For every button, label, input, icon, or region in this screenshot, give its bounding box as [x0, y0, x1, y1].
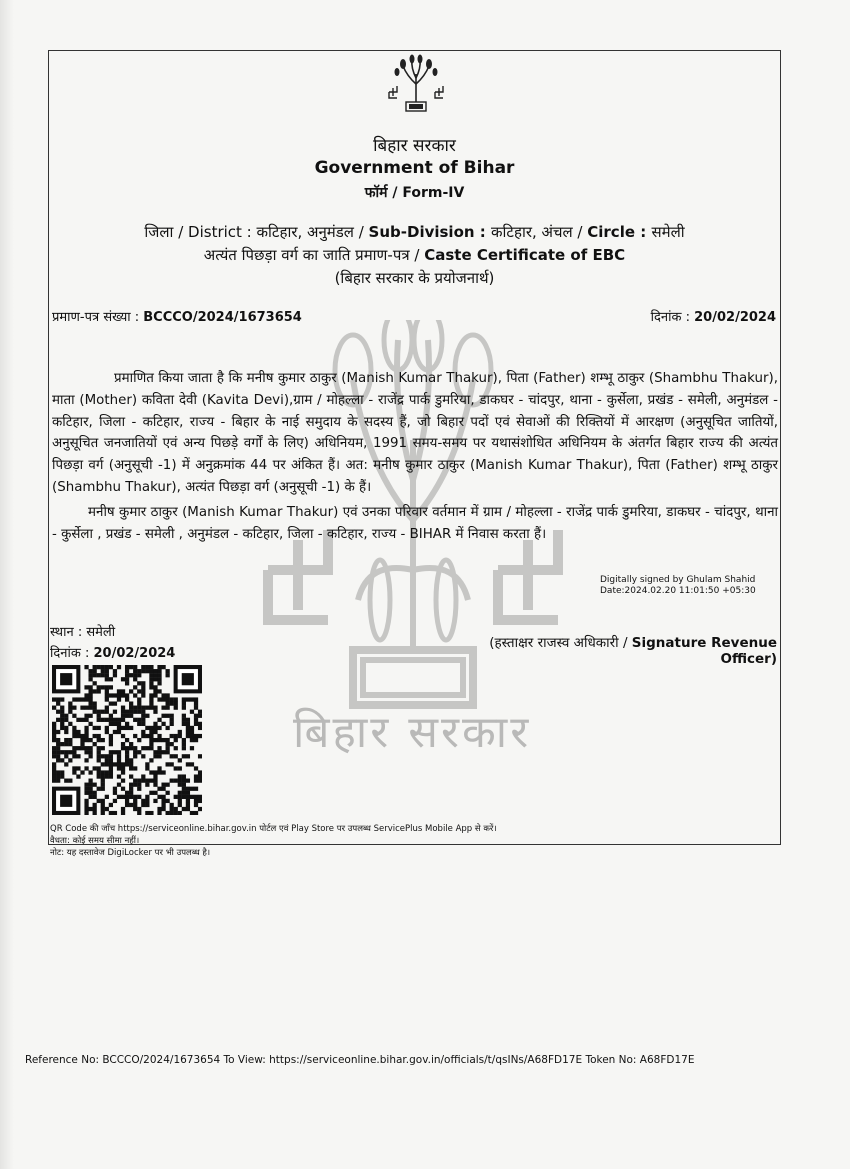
- district-value: कटिहार, अनुमंडल /: [256, 223, 369, 241]
- watermark-text: बिहार सरकार: [293, 707, 532, 758]
- issue-date-value: 20/02/2024: [694, 310, 776, 325]
- circle-label: Circle :: [587, 223, 652, 241]
- signature-officer-hindi: (हस्ताक्षर राजस्व अधिकारी /: [489, 635, 632, 651]
- certificate-number-value: BCCCO/2024/1673654: [143, 310, 302, 325]
- validity-note: वैधता: कोई समय सीमा नहीं।: [50, 836, 140, 846]
- certificate-number-label: प्रमाण-पत्र संख्या :: [52, 310, 144, 325]
- certificate-title: [48, 245, 781, 265]
- place-date-value: 20/02/2024: [93, 646, 176, 661]
- place-date: [50, 643, 175, 661]
- govt-hindi: बिहार सरकार: [373, 136, 456, 156]
- certificate-title-english: Caste Certificate of EBC: [424, 246, 626, 264]
- issue-date: [620, 307, 776, 325]
- certificate-body-para1: प्रमाणित किया जाता है कि मनीष कुमार ठाकुर (Manish Kumar Thakur), पिता (Father) शम्भू ठाकुर (Shambhu Thakur), माता (Mother) कविता देवी (Kavita Devi),ग्राम / मोहल्ला - राजेंद्र पार्क डुमरिया, डाकघर - चांदपुर, थाना - कुर्सेला, प्रखंड - समेली, अनुमंडल - कटिहार, जिला - कटिहार, राज्य - बिहार के नाई समुदाय के सदस्य हैं, जो बिहार पदों एवं सेवाओं की रिक्तियों में आरक्षण (अनुसूचित जातियों, अनुसूचित जनजातियों एवं अन्य पिछड़े वर्गों के लिए) अधिनियम, 1991 समय-समय पर यथासंशोधित अधिनियम के अंतर्गत बिहार राज्य की अत्यंत पिछड़ा वर्ग (अनुसूची -1) में अनुक्रमांक 44 पर अंकित हैं। अत: मनीष कुमार ठाकुर (Manish Kumar Thakur), पिता (Father) शम्भू ठाकुर (Shambhu Thakur), अत्यंत पिछड़ा वर्ग (अनुसूची -1) के हैं।: [52, 371, 778, 495]
- footer-reference: Reference No: BCCCO/2024/1673654 To View: https://serviceonline.bihar.gov.in/officials/t/qsINs/A68FD17E Token No: A68FD17E: [25, 1054, 695, 1066]
- qr-note: QR Code की जाँच https://serviceonline.bihar.gov.in पोर्टल एवं Play Store पर उपलब्ध ServicePlus Mobile App से करें।: [50, 824, 497, 834]
- purpose: (बिहार सरकार के प्रयोजनार्थ): [334, 269, 495, 287]
- district-label: जिला / District :: [144, 223, 257, 241]
- certificate-title-hindi: अत्यंत पिछड़ा वर्ग का जाति प्रमाण-पत्र /: [203, 246, 425, 264]
- page-edge: [0, 0, 14, 1169]
- circle-value: समेली: [651, 223, 685, 241]
- bihar-emblem-icon: [385, 54, 447, 114]
- place-date-label: दिनांक :: [50, 646, 94, 661]
- digital-signature-line2: Date:2024.02.20 11:01:50 +05:30: [600, 586, 756, 596]
- issue-date-label: दिनांक :: [650, 310, 695, 325]
- digital-signature: [600, 575, 756, 597]
- signature-officer-english: Signature Revenue Officer): [631, 635, 777, 667]
- form-number: फॉर्म / Form-IV: [364, 185, 465, 201]
- digilocker-note: नोट: यह दस्तावेज DigiLocker पर भी उपलब्ध है।: [50, 848, 211, 858]
- signature-officer: [435, 633, 777, 667]
- certificate-body-para2: मनीष कुमार ठाकुर (Manish Kumar Thakur) एवं उनका परिवार वर्तमान में ग्राम / मोहल्ला - राजेंद्र पार्क डुमरिया, डाकघर - चांदपुर, थाना - कुर्सेला , प्रखंड - समेली , अनुमंडल - कटिहार, जिला - कटिहार, राज्य - BIHAR में निवास करता हैं।: [52, 505, 778, 542]
- qr-code[interactable]: [52, 665, 202, 815]
- place: स्थान : समेली: [50, 625, 116, 640]
- subdivision-value: कटिहार, अंचल /: [491, 223, 588, 241]
- govt-english: Government of Bihar: [314, 158, 515, 178]
- district-line: [48, 222, 781, 242]
- digital-signature-line1: Digitally signed by Ghulam Shahid: [600, 575, 756, 585]
- subdivision-label: Sub-Division :: [368, 223, 492, 241]
